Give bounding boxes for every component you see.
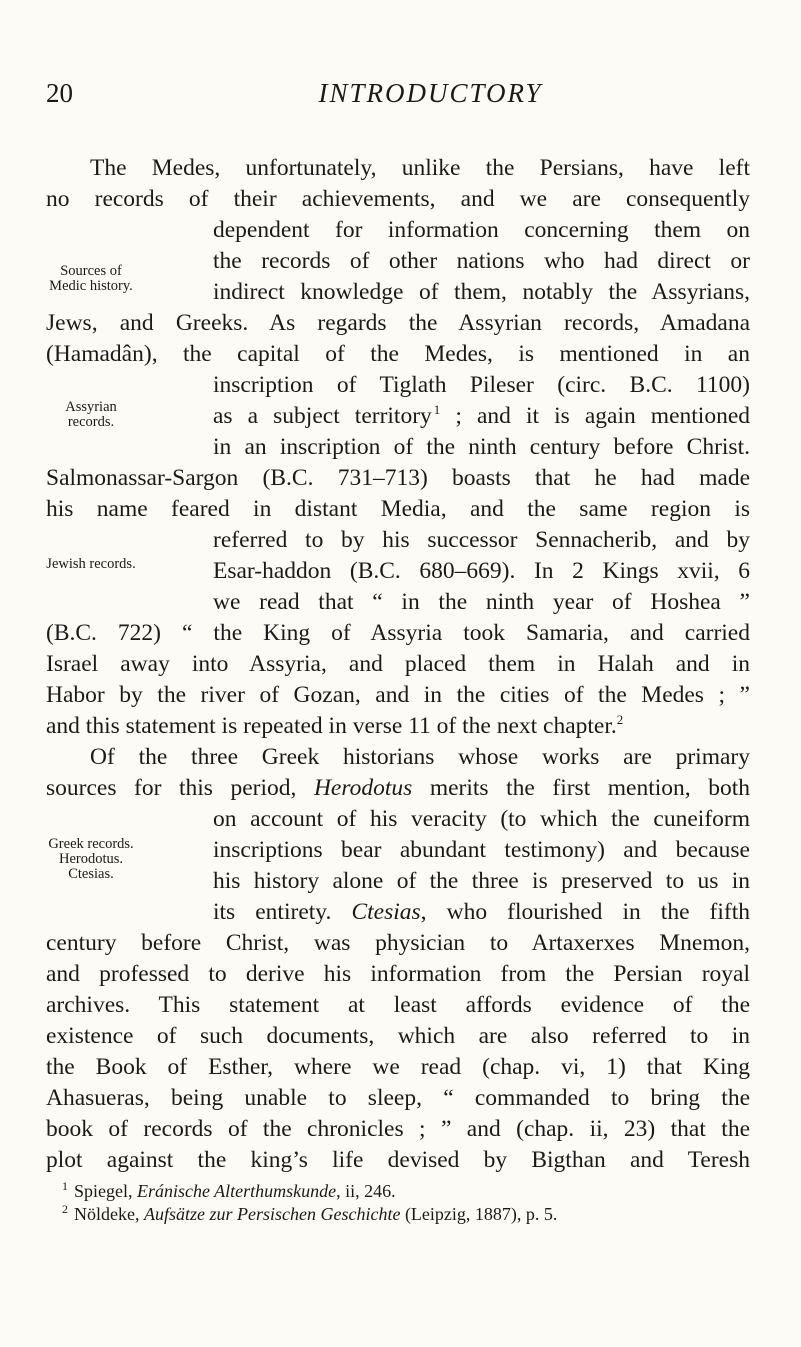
footnote-1: $^1$ Spiegel, Eránische Alterthumskunde, ii, 246. xyxy=(62,1179,396,1201)
page-number: 20 xyxy=(46,78,73,108)
body-line: existence of such documents, which are also referred to in xyxy=(46,1023,750,1049)
page-header xyxy=(0,78,801,128)
body-line: no records of their achievements, and we are consequently xyxy=(46,186,750,212)
body-line: dependent for information concerning them on xyxy=(213,217,750,243)
body-line: and professed to derive his information from the Persian royal xyxy=(46,961,750,987)
body-line: the Book of Esther, where we read (chap. vi, 1) that King xyxy=(46,1054,750,1080)
body-line: book of records of the chronicles ; ” and (chap. ii, 23) that the xyxy=(46,1116,750,1142)
body-line: Esar-haddon (B.C. 680–669). In 2 Kings xvii, 6 xyxy=(213,558,750,584)
body-line: Of the three Greek historians whose works are primary xyxy=(90,744,750,770)
body-line: and this statement is repeated in verse 11 of the next chapter.$^2$ xyxy=(46,712,624,739)
body-line: Salmonassar-Sargon (B.C. 731–713) boasts that he had made xyxy=(46,465,750,491)
body-line: its entirety. Ctesias, who flourished in the fifth xyxy=(213,899,751,925)
body-line: plot against the king’s life devised by Bigthan and Teresh xyxy=(46,1147,750,1173)
body-line: century before Christ, was physician to Artaxerxes Mnemon, xyxy=(46,930,750,956)
body-line: his name feared in distant Media, and the same region is xyxy=(46,496,750,522)
body-line: inscriptions bear abundant testimony) and because xyxy=(213,837,750,863)
margin-note-greek: Greek records. Herodotus. Ctesias. xyxy=(48,836,134,882)
body-line: The Medes, unfortunately, unlike the Persians, have left xyxy=(90,155,750,181)
footnote-ref-1: 1 xyxy=(433,402,441,418)
body-line: referred to by his successor Sennacherib, and by xyxy=(213,527,750,553)
body-line: sources for this period, Herodotus merits the first mention, both xyxy=(46,775,750,801)
body-line: (Hamadân), the capital of the Medes, is mentioned in an xyxy=(46,341,750,367)
body-line: his history alone of the three is preserved to us in xyxy=(213,868,750,894)
body-line: on account of his veracity (to which the cuneiform xyxy=(213,806,750,832)
footnote-2: $^2$ Nöldeke, Aufsätze zur Persischen Geschichte (Leipzig, 1887), p. 5. xyxy=(62,1202,558,1224)
margin-note-jewish: Jewish records. xyxy=(46,556,136,572)
body-line: indirect knowledge of them, notably the Assyrians, xyxy=(213,279,750,305)
body-line: as a subject territory $^1$ ; and it is again mentioned xyxy=(213,402,750,429)
body-line: Habor by the river of Gozan, and in the cities of the Medes ; ” xyxy=(46,682,750,708)
body-line: (B.C. 722) “ the King of Assyria took Samaria, and carried xyxy=(46,620,750,646)
footnote-ref-2: 2 xyxy=(616,712,624,728)
running-head: INTRODUCTORY xyxy=(318,78,543,108)
margin-note-sources: Sources of Medic history. xyxy=(49,263,133,294)
body-line: Jews, and Greeks. As regards the Assyrian records, Amadana xyxy=(46,310,750,336)
margin-note-assyrian: Assyrian records. xyxy=(65,399,117,430)
body-line: archives. This statement at least affords evidence of the xyxy=(46,992,750,1018)
body-line: Israel away into Assyria, and placed them in Halah and in xyxy=(46,651,750,677)
body-line: in an inscription of the ninth century before Christ. xyxy=(213,434,750,460)
body-line: inscription of Tiglath Pileser (circ. B.C. 1100) xyxy=(213,372,750,398)
name-ctesias: Ctesias xyxy=(351,899,421,925)
body-line: the records of other nations who had direct or xyxy=(213,248,750,274)
body-line: Ahasueras, being unable to sleep, “ commanded to bring the xyxy=(46,1085,750,1111)
body-line: we read that “ in the ninth year of Hoshea ” xyxy=(213,589,750,615)
name-herodotus: Herodotus xyxy=(313,775,413,801)
